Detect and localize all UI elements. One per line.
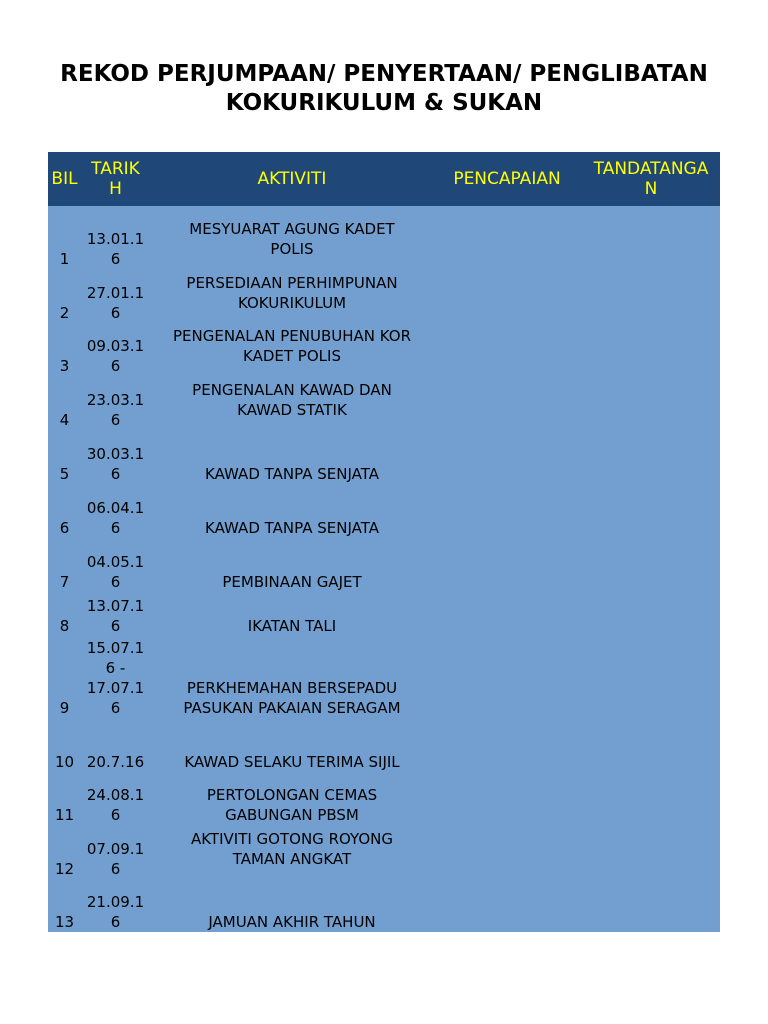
header-pencapaian: PENCAPAIAN bbox=[453, 169, 561, 189]
table-row bbox=[48, 484, 720, 538]
table-row bbox=[48, 772, 720, 825]
cell-bil: 6 bbox=[59, 519, 70, 537]
table-row bbox=[48, 538, 720, 592]
cell-aktiviti: PENGENALAN PENUBUHAN KOR KADET POLIS bbox=[172, 327, 412, 365]
cell-bil: 11 bbox=[54, 806, 75, 824]
cell-aktiviti: IKATAN TALI bbox=[247, 617, 337, 635]
header-aktiviti: AKTIVITI bbox=[257, 169, 327, 189]
activity-record-table bbox=[48, 152, 720, 932]
cell-aktiviti: KAWAD TANPA SENJATA bbox=[205, 465, 379, 483]
cell-aktiviti: PERSEDIAAN PERHIMPUNAN KOKURIKULUM bbox=[186, 274, 398, 312]
header-tarikh: TARIK H bbox=[91, 159, 140, 199]
cell-bil: 2 bbox=[59, 304, 70, 322]
cell-bil: 12 bbox=[54, 860, 75, 878]
cell-tarikh: 23.03.1 6 bbox=[86, 391, 145, 429]
cell-aktiviti: MESYUARAT AGUNG KADET POLIS bbox=[189, 220, 395, 258]
table-row bbox=[48, 269, 720, 323]
cell-aktiviti: AKTIVITI GOTONG ROYONG TAMAN ANGKAT bbox=[191, 830, 393, 868]
page-title-line-1: REKOD PERJUMPAAN/ PENYERTAAN/ PENGLIBATAN bbox=[60, 61, 708, 87]
cell-aktiviti: KAWAD TANPA SENJATA bbox=[205, 519, 379, 537]
cell-tarikh: 07.09.1 6 bbox=[86, 840, 145, 878]
cell-bil: 7 bbox=[59, 573, 70, 591]
cell-tarikh: 13.07.1 6 bbox=[86, 597, 145, 635]
cell-aktiviti: PERTOLONGAN CEMAS GABUNGAN PBSM bbox=[206, 786, 378, 824]
cell-bil: 1 bbox=[59, 250, 70, 268]
cell-bil: 9 bbox=[59, 699, 70, 717]
table-row bbox=[48, 718, 720, 772]
cell-aktiviti: JAMUAN AKHIR TAHUN bbox=[208, 913, 376, 931]
cell-aktiviti: KAWAD SELAKU TERIMA SIJIL bbox=[184, 753, 400, 771]
page-title bbox=[0, 60, 768, 118]
cell-tarikh: 27.01.1 6 bbox=[86, 284, 145, 322]
cell-tarikh: 04.05.1 6 bbox=[86, 553, 145, 591]
cell-tarikh: 30.03.1 6 bbox=[86, 445, 145, 483]
cell-tarikh: 13.01.1 6 bbox=[86, 230, 145, 268]
table-row bbox=[48, 879, 720, 932]
table-row bbox=[48, 207, 720, 269]
cell-bil: 13 bbox=[54, 913, 75, 931]
header-tandatangan: TANDATANGA N bbox=[593, 159, 709, 199]
page-title-line-2: KOKURIKULUM & SUKAN bbox=[225, 90, 543, 116]
cell-bil: 8 bbox=[59, 617, 70, 635]
table-row bbox=[48, 825, 720, 879]
cell-tarikh: 09.03.1 6 bbox=[86, 337, 145, 375]
cell-tarikh: 24.08.1 6 bbox=[86, 786, 145, 824]
cell-aktiviti: PERKHEMAHAN BERSEPADU PASUKAN PAKAIAN SERAGAM bbox=[183, 679, 401, 717]
cell-tarikh: 15.07.1 6 - 17.07.1 6 bbox=[86, 639, 145, 717]
cell-bil: 4 bbox=[59, 411, 70, 429]
table-row bbox=[48, 376, 720, 430]
cell-tarikh: 06.04.1 6 bbox=[86, 499, 145, 537]
cell-aktiviti: PEMBINAAN GAJET bbox=[222, 573, 362, 591]
table-row bbox=[48, 430, 720, 484]
header-bil: BIL bbox=[51, 169, 78, 189]
cell-tarikh: 21.09.1 6 bbox=[86, 893, 145, 931]
table-row bbox=[48, 636, 720, 718]
cell-bil: 5 bbox=[59, 465, 70, 483]
cell-aktiviti: PENGENALAN KAWAD DAN KAWAD STATIK bbox=[192, 381, 392, 419]
cell-tarikh: 20.7.16 bbox=[86, 753, 145, 771]
table-header-row bbox=[48, 152, 720, 206]
cell-bil: 3 bbox=[59, 357, 70, 375]
table-row bbox=[48, 592, 720, 636]
table-row bbox=[48, 323, 720, 376]
cell-bil: 10 bbox=[54, 753, 75, 771]
